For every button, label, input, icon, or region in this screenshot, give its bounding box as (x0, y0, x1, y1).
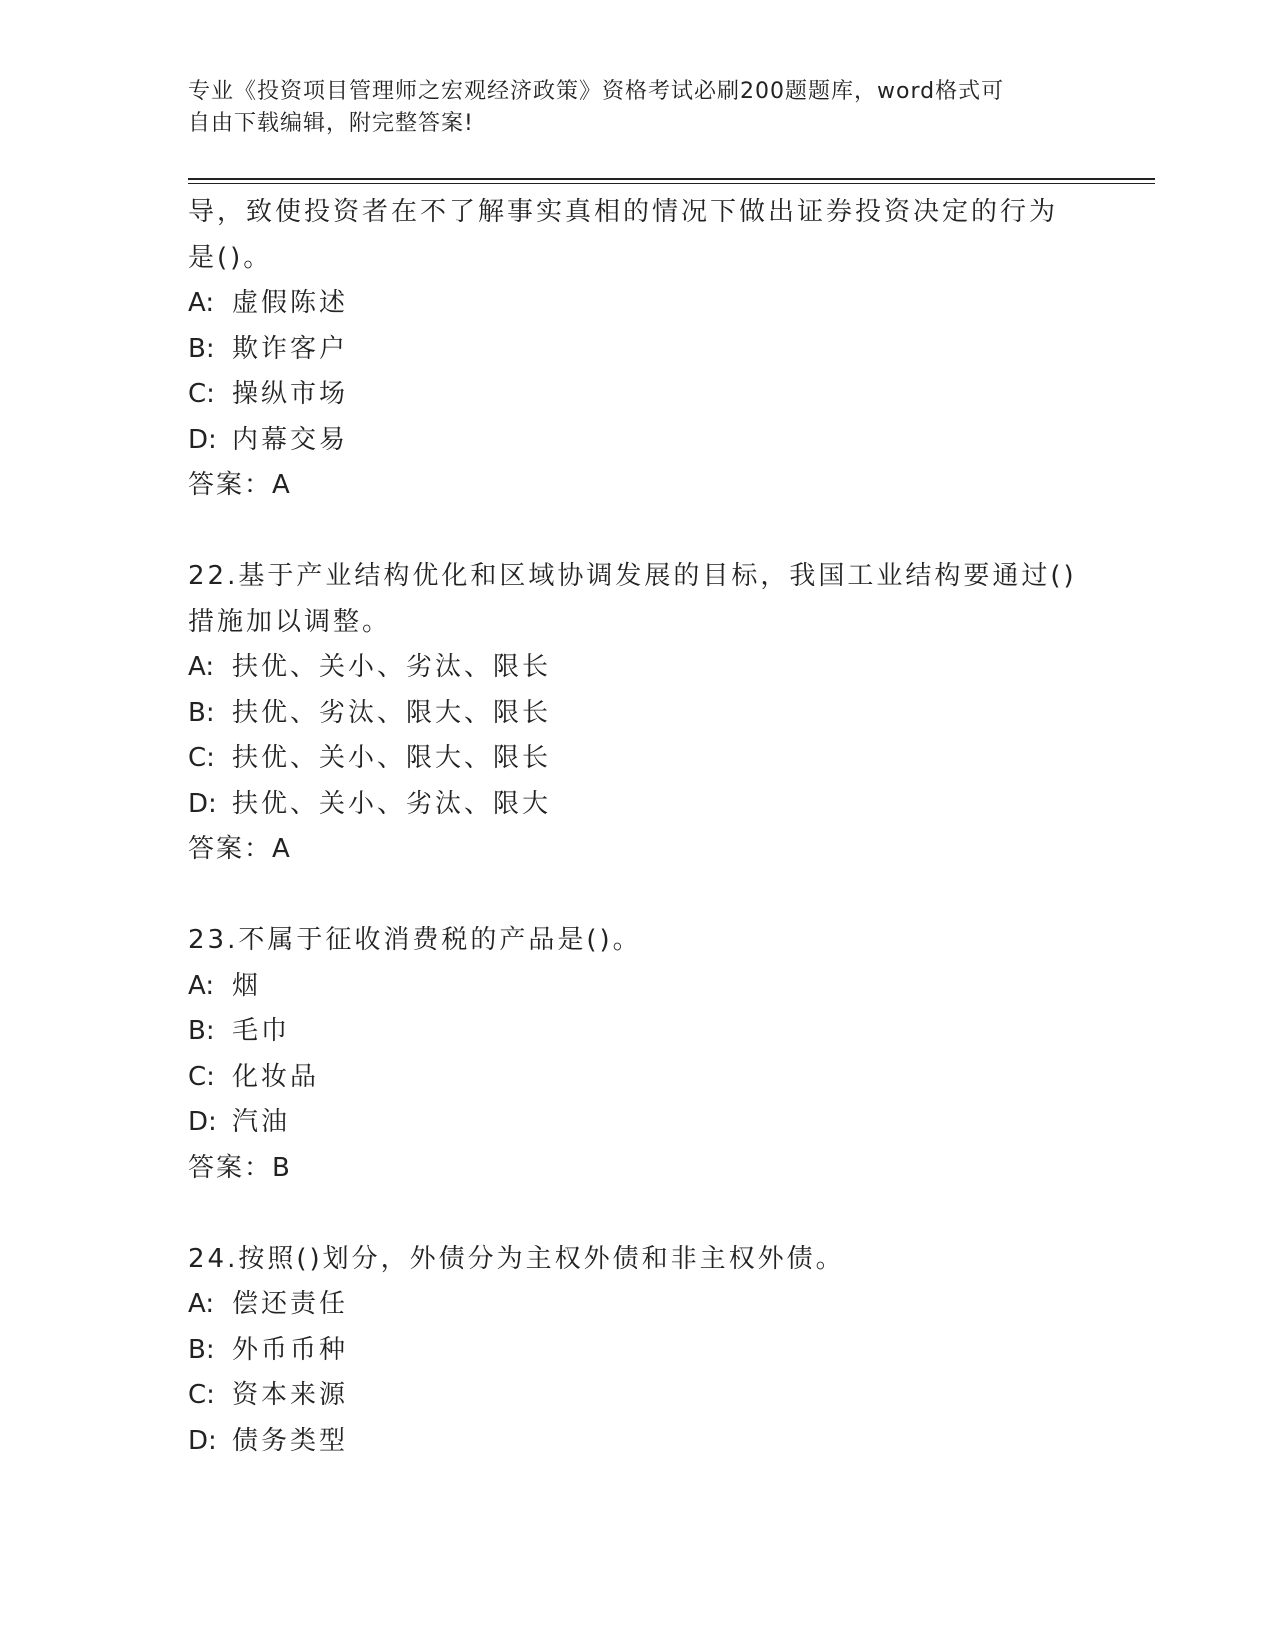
answer-line: 答案：A (188, 470, 292, 500)
option-b (188, 1009, 1088, 1055)
option-text: 债务类型 (232, 1425, 349, 1456)
option-c (188, 736, 1088, 782)
option-a (188, 1282, 1088, 1328)
question-stem: 导，致使投资者在不了解事实真相的情况下做出证券投资决定的行为 (188, 197, 1059, 227)
option-c (188, 1055, 1088, 1101)
option-label: B: (188, 1334, 215, 1365)
option-text: 欺诈客户 (232, 333, 349, 364)
option-d (188, 1419, 1088, 1465)
option-text: 扶优、关小、限大、限长 (232, 743, 552, 773)
option-text: 资本来源 (232, 1380, 349, 1410)
question-stem: 24.按照()划分，外债分为主权外债和非主权外债。 (188, 1243, 845, 1274)
header-title-line-2: 自由下载编辑，附完整答案! (188, 111, 474, 136)
option-label: C: (188, 743, 215, 773)
option-text: 汽油 (232, 1107, 291, 1137)
option-text: 化妆品 (232, 1061, 320, 1092)
spacer (188, 509, 1088, 555)
option-label: A: (188, 970, 215, 1001)
option-text: 扶优、关小、劣汰、限大 (232, 788, 552, 819)
answer-line: 答案：B (188, 1152, 292, 1183)
question-22 (188, 554, 1088, 873)
option-text: 虚假陈述 (232, 288, 349, 318)
option-b (188, 327, 1088, 373)
option-a (188, 281, 1088, 327)
option-text: 偿还责任 (232, 1289, 349, 1319)
option-label: A: (188, 652, 215, 682)
option-text: 外币币种 (232, 1334, 349, 1365)
question-stem: 措施加以调整。 (188, 606, 392, 637)
option-text: 扶优、劣汰、限大、限长 (232, 697, 552, 728)
option-a (188, 964, 1088, 1010)
question-stem: 23.不属于征收消费税的产品是()。 (188, 925, 642, 955)
option-text: 操纵市场 (232, 379, 349, 409)
question-stem: 是()。 (188, 242, 273, 273)
option-a (188, 645, 1088, 691)
question-23 (188, 918, 1088, 1191)
option-text: 扶优、关小、劣汰、限长 (232, 652, 552, 682)
header-divider-thin (188, 183, 1155, 184)
option-d (188, 418, 1088, 464)
header-divider-thick (188, 178, 1155, 180)
option-label: B: (188, 1016, 215, 1046)
option-label: B: (188, 697, 215, 728)
option-label: D: (188, 1107, 217, 1137)
option-label: D: (188, 788, 217, 819)
option-text: 毛巾 (232, 1016, 291, 1046)
question-stem: 22.基于产业结构优化和区域协调发展的目标，我国工业结构要通过() (188, 561, 1077, 591)
option-c (188, 372, 1088, 418)
option-d (188, 1100, 1088, 1146)
option-label: A: (188, 288, 215, 318)
option-label: B: (188, 333, 215, 364)
answer-line: 答案：A (188, 834, 292, 864)
header-title-line-1: 专业《投资项目管理师之宏观经济政策》资格考试必刷200题题库，word格式可 (188, 79, 1005, 104)
option-b (188, 691, 1088, 737)
option-label: C: (188, 379, 215, 409)
option-text: 烟 (232, 970, 262, 1001)
option-label: C: (188, 1380, 215, 1410)
option-label: D: (188, 1425, 217, 1456)
option-c (188, 1373, 1088, 1419)
spacer (188, 873, 1088, 919)
option-label: D: (188, 424, 217, 455)
question-list (188, 190, 1088, 1464)
spacer (188, 1191, 1088, 1237)
option-d (188, 782, 1088, 828)
option-label: A: (188, 1289, 215, 1319)
option-text: 内幕交易 (232, 424, 349, 455)
option-label: C: (188, 1061, 215, 1092)
question-21 (188, 190, 1088, 509)
page-header (188, 76, 1088, 140)
option-b (188, 1328, 1088, 1374)
question-24 (188, 1237, 1088, 1465)
